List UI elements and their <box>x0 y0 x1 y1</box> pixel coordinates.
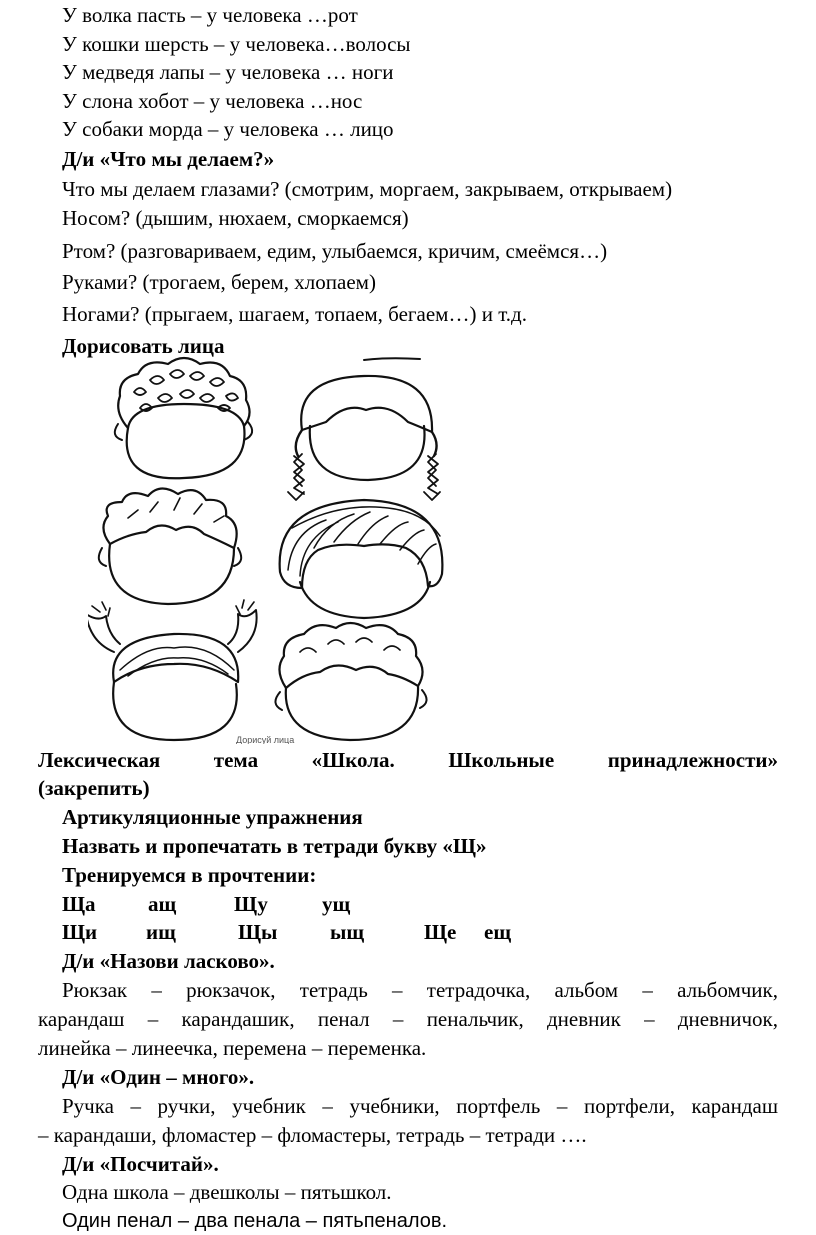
topic-word: Лексическая <box>38 748 161 772</box>
faces-illustration <box>88 352 460 744</box>
reading-title: Тренируемся в прочтении: <box>62 863 317 887</box>
syllable: Ще <box>424 920 457 944</box>
game-line: – карандаши, фломастер – фломастеры, тетрадь – тетради …. <box>38 1123 587 1147</box>
syllable: Ща <box>62 892 96 916</box>
game-line: Рюкзак – рюкзачок, тетрадь – тетрадочка, альбом – альбомчик, <box>62 978 778 1002</box>
topic-word: «Школа. <box>311 748 395 772</box>
syllable: ещ <box>484 920 512 944</box>
syllables-row-2 <box>62 918 762 946</box>
divider-line <box>364 358 420 360</box>
topic-word: принадлежности» <box>607 748 778 772</box>
game-line: Носом? (дышим, нюхаем, сморкаемся) <box>62 206 409 230</box>
topic-word: тема <box>213 748 259 772</box>
game-line: Что мы делаем глазами? (смотрим, моргаем, закрываем, открываем) <box>62 177 673 201</box>
face-curly-hair-boy <box>115 358 252 478</box>
syllable: ищ <box>146 920 176 944</box>
game-one-many-title: Д/и «Один – много». <box>62 1065 255 1089</box>
face-boy-wavy-hair <box>275 623 426 740</box>
syllable: ущ <box>322 892 351 916</box>
syllable: Щы <box>238 920 278 944</box>
game-line: Ручка – ручки, учебник – учебники, портфель – портфели, карандаш <box>62 1094 778 1118</box>
drawing-task-title: Дорисовать лица <box>62 334 225 358</box>
game-line: Ногами? (прыгаем, шагаем, топаем, бегаем…) и т.д. <box>62 302 527 326</box>
game-line: Один пенал – два пенала – пятьпеналов. <box>62 1210 448 1232</box>
syllable: ащ <box>148 892 177 916</box>
face-girl-bob-hair <box>280 500 443 618</box>
game-call-kindly-title: Д/и «Назови ласково». <box>62 949 275 973</box>
syllable: ыщ <box>330 920 365 944</box>
analogy-line: У кошки шерсть – у человека…волосы <box>62 32 411 56</box>
game-line: Одна школа – двешколы – пятьшкол. <box>62 1180 392 1204</box>
syllable: Щи <box>62 920 98 944</box>
face-girl-pigtails <box>88 600 257 740</box>
letter-task: Назвать и пропечатать в тетради букву «Щ» <box>62 834 487 858</box>
analogy-line: У собаки морда – у человека … лицо <box>62 117 394 141</box>
face-girl-with-braids <box>288 376 440 500</box>
articulation-title: Артикуляционные упражнения <box>62 805 363 829</box>
topic-word: Школьные <box>448 748 555 772</box>
game-count-title: Д/и «Посчитай». <box>62 1152 219 1176</box>
analogy-line: У волка пасть – у человека …рот <box>62 3 358 27</box>
syllables-row-1 <box>62 890 762 918</box>
game-line: Руками? (трогаем, берем, хлопаем) <box>62 270 376 294</box>
analogy-line: У медведя лапы – у человека … ноги <box>62 60 394 84</box>
face-boy-tousled-hair <box>99 488 241 604</box>
game-line: линейка – линеечка, перемена – переменка. <box>38 1036 427 1060</box>
analogy-line: У слона хобот – у человека …нос <box>62 89 363 113</box>
syllable: Щу <box>234 892 268 916</box>
game-line: карандаш – карандашик, пенал – пенальчик, дневник – дневничок, <box>38 1007 778 1031</box>
game-what-we-do-title: Д/и «Что мы делаем?» <box>62 147 275 171</box>
game-line: Ртом? (разговариваем, едим, улыбаемся, кричим, смеёмся…) <box>62 239 608 263</box>
topic-title <box>38 746 778 774</box>
topic-subtitle: (закрепить) <box>38 776 150 800</box>
picture-caption: Дорисуй лица <box>236 735 295 744</box>
